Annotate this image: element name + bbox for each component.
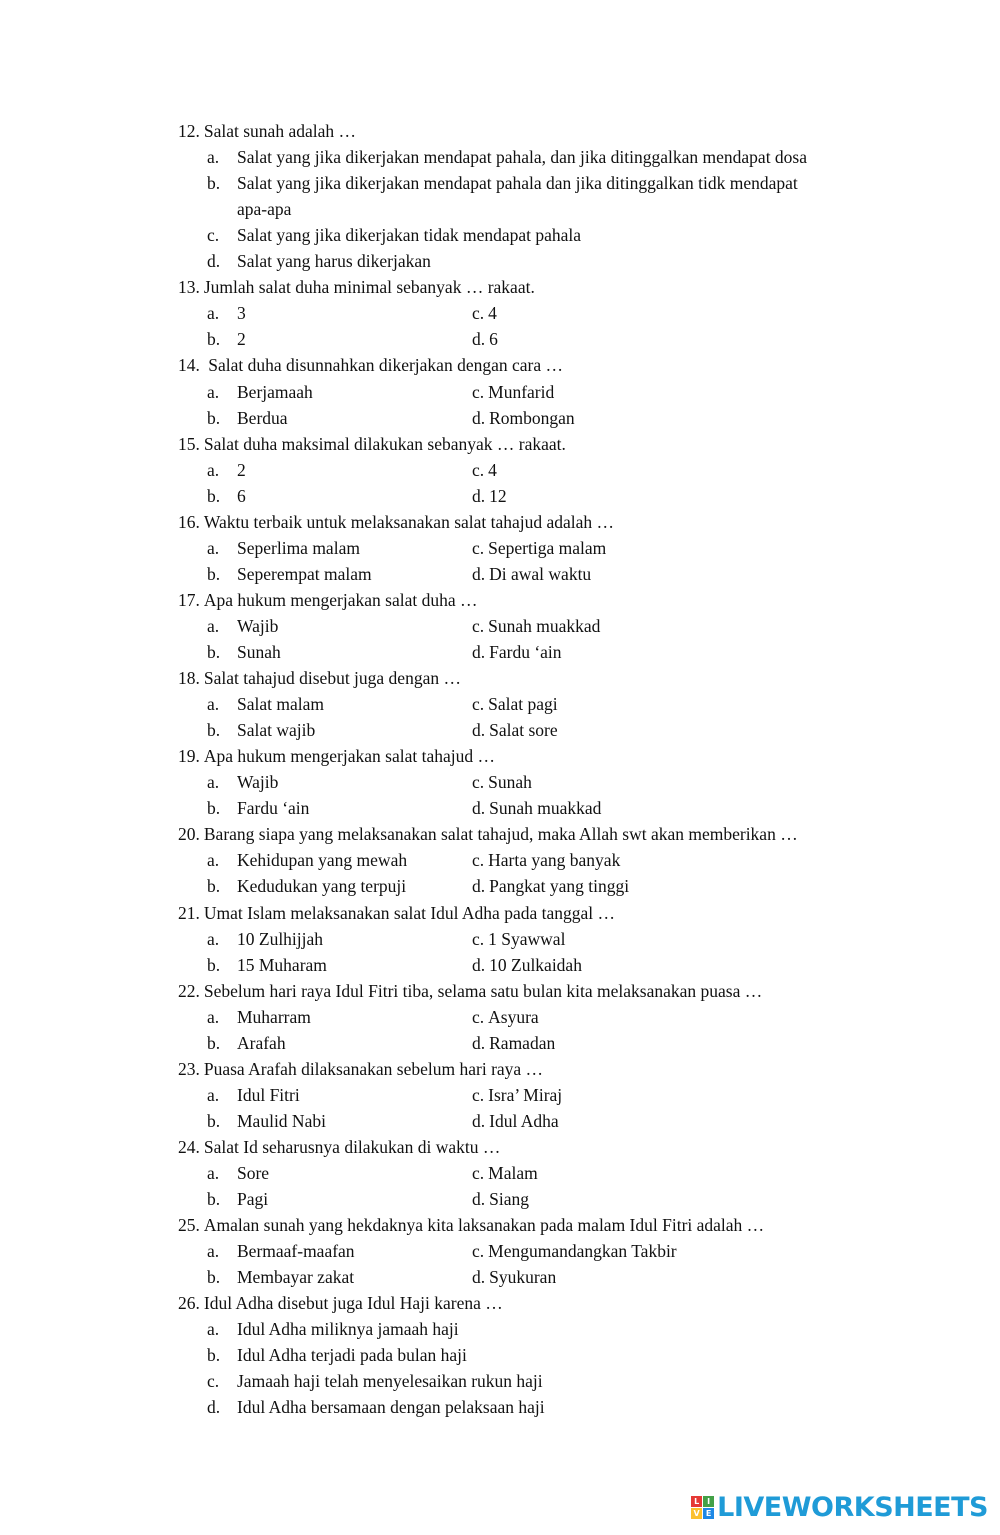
option-letter: d. [472,955,486,975]
option-text: 6 [489,329,498,349]
option-letter: c. [472,616,485,636]
question-text: Salat sunah adalah … [203,121,356,141]
question-text: Salat tahajud disebut juga dengan … [203,668,461,688]
option-text: Sore [237,1163,270,1183]
option-d [472,1030,555,1056]
option-text: Seperempat malam [237,564,372,584]
option-letter: a. [207,929,220,949]
option-a [207,1316,459,1342]
option-text: Fardu ‘ain [489,642,562,662]
option-letter: d. [472,1189,486,1209]
option-text: Arafah [237,1033,286,1053]
option-text: Pangkat yang tinggi [489,876,630,896]
option-letter: c. [472,694,485,714]
option-letter: b. [207,1267,221,1287]
option-letter: c. [472,850,485,870]
question-number: 25. [178,1215,200,1235]
option-c [472,769,532,795]
option-letter: b. [207,564,221,584]
option-letter: d. [472,1111,486,1131]
option-letter: b. [207,876,221,896]
option-letter: a. [207,1007,220,1027]
option-c [472,1004,539,1030]
question-text: Umat Islam melaksanakan salat Idul Adha pada tanggal … [203,903,615,923]
option-letter: a. [207,538,220,558]
option-letter: a. [207,303,220,323]
option-b [207,1186,268,1212]
option-text: Membayar zakat [237,1267,355,1287]
question-14 [178,352,563,378]
option-letter: a. [207,147,220,167]
option-letter: d. [472,720,486,740]
option-letter: a. [207,616,220,636]
question-26 [178,1290,503,1316]
option-text: Ramadan [489,1033,556,1053]
option-text: Bermaaf-maafan [237,1241,355,1261]
option-text: Di awal waktu [489,564,592,584]
liveworksheets-wordmark: LIVEWORKSHEETS [717,1491,988,1523]
question-24 [178,1134,500,1160]
option-a [207,1004,311,1030]
option-d [472,873,629,899]
option-letter: c. [472,382,485,402]
option-letter: c. [472,1163,485,1183]
question-number: 16. [178,512,200,532]
option-letter: c. [472,303,485,323]
question-number: 23. [178,1059,200,1079]
option-letter: d. [207,251,221,271]
option-d [472,1264,556,1290]
option-letter: b. [207,1345,221,1365]
logo-tile-l: L [691,1496,702,1507]
option-text: Idul Adha [489,1111,559,1131]
option-c [472,1160,538,1186]
question-number: 12. [178,121,200,141]
option-letter: d. [472,408,486,428]
question-number: 18. [178,668,200,688]
option-letter: c. [472,538,485,558]
option-letter: a. [207,772,220,792]
option-text: Idul Adha bersamaan dengan pelaksaan haji [237,1397,545,1417]
option-b [207,717,315,743]
option-letter: c. [472,460,485,480]
option-text: Pagi [237,1189,269,1209]
option-b [207,1342,467,1368]
question-text: Sebelum hari raya Idul Fitri tiba, selama satu bulan kita melaksanakan puasa … [203,981,763,1001]
question-13 [178,274,535,300]
option-text: 10 Zulhijjah [237,929,324,949]
option-text: Berjamaah [237,382,313,402]
option-b [207,561,372,587]
option-c [472,613,600,639]
question-text: Jumlah salat duha minimal sebanyak … rakaat. [203,277,535,297]
option-a [207,926,323,952]
question-text: Salat duha disunnahkan dikerjakan dengan cara … [203,355,563,375]
question-text: Amalan sunah yang hekdaknya kita laksanakan pada malam Idul Fitri adalah … [203,1215,765,1235]
option-b [207,170,798,196]
question-18 [178,665,461,691]
option-text: 4 [488,460,497,480]
option-text: Salat yang jika dikerjakan tidak mendapat pahala [237,225,582,245]
option-a [207,379,313,405]
option-text: Salat wajib [237,720,316,740]
question-number: 19. [178,746,200,766]
option-c [472,926,565,952]
question-number: 22. [178,981,200,1001]
question-text: Idul Adha disebut juga Idul Haji karena … [203,1293,503,1313]
logo-tile-i: I [703,1496,714,1507]
question-number: 21. [178,903,200,923]
option-c [207,1368,543,1394]
option-letter: b. [207,642,221,662]
option-a [207,691,324,717]
option-d [472,483,507,509]
option-b [207,952,327,978]
option-a [207,1238,355,1264]
option-letter: d. [472,564,486,584]
option-letter: b. [207,329,221,349]
option-b [207,639,281,665]
question-22 [178,978,762,1004]
option-text: Muharram [237,1007,311,1027]
option-text: Syukuran [489,1267,557,1287]
option-text: Sunah [237,642,281,662]
option-c [207,222,581,248]
option-letter: c. [207,1371,220,1391]
option-b [207,795,309,821]
option-text: Isra’ Miraj [488,1085,563,1105]
option-text: Idul Fitri [237,1085,300,1105]
option-d [472,326,498,352]
option-letter: d. [472,329,486,349]
option-d [472,952,582,978]
option-letter: d. [472,1267,486,1287]
option-text: Kehidupan yang mewah [237,850,408,870]
option-c [472,300,497,326]
option-b [207,1264,354,1290]
option-a [207,613,278,639]
question-number: 14. [178,355,200,375]
option-b [207,405,288,431]
option-d [472,1186,529,1212]
option-text: Salat sore [489,720,558,740]
option-letter: b. [207,955,221,975]
option-letter: c. [472,772,485,792]
question-text: Waktu terbaik untuk melaksanakan salat tahajud adalah … [203,512,615,532]
option-a [207,1160,269,1186]
option-text: Siang [489,1189,529,1209]
option-text: Maulid Nabi [237,1111,326,1131]
question-text: Puasa Arafah dilaksanakan sebelum hari raya … [203,1059,544,1079]
option-text: 10 Zulkaidah [489,955,582,975]
question-number: 24. [178,1137,200,1157]
option-text: Mengumandangkan Takbir [488,1241,677,1261]
option-d [472,561,591,587]
option-d [207,1394,545,1420]
question-number: 17. [178,590,200,610]
option-a [207,300,246,326]
question-25 [178,1212,764,1238]
question-23 [178,1056,543,1082]
option-text: 2 [237,460,246,480]
option-d [472,1108,559,1134]
option-text: Salat yang harus dikerjakan [237,251,431,271]
option-text: Seperlima malam [237,538,360,558]
option-letter: b. [207,408,221,428]
question-text: Salat Id seharusnya dilakukan di waktu … [203,1137,501,1157]
option-letter: d. [472,1033,486,1053]
question-text: Salat duha maksimal dilakukan sebanyak … rakaat. [203,434,566,454]
option-letter: c. [207,225,220,245]
option-text: Fardu ‘ain [237,798,310,818]
option-b [207,483,246,509]
option-text: Wajib [237,616,279,636]
option-text: Sunah [488,772,532,792]
option-a [207,847,407,873]
option-text: 6 [237,486,246,506]
option-letter: b. [207,720,221,740]
option-text: 4 [488,303,497,323]
question-number: 20. [178,824,200,844]
liveworksheets-logo-icon [691,1496,714,1519]
option-c [472,1238,677,1264]
option-text: Wajib [237,772,279,792]
option-c [472,1082,562,1108]
option-d [472,405,575,431]
option-text: Salat yang jika dikerjakan mendapat pahala dan jika ditinggalkan tidk mendapat [237,173,798,193]
liveworksheets-logo [691,1487,988,1527]
option-d [472,717,558,743]
option-text: Asyura [488,1007,539,1027]
option-letter: c. [472,1241,485,1261]
question-17 [178,587,477,613]
question-text: Barang siapa yang melaksanakan salat tahajud, maka Allah swt akan memberikan … [203,824,798,844]
option-letter: a. [207,460,220,480]
option-a [207,144,807,170]
option-text: 1 Syawwal [488,929,566,949]
option-text: Munfarid [488,382,555,402]
option-text: Idul Adha miliknya jamaah haji [237,1319,459,1339]
question-12 [178,118,356,144]
option-text: Salat malam [237,694,324,714]
option-letter: d. [472,798,486,818]
option-c [472,691,558,717]
option-letter: b. [207,1189,221,1209]
option-letter: a. [207,694,220,714]
option-d [472,795,601,821]
option-text: Salat pagi [488,694,558,714]
option-text: Idul Adha terjadi pada bulan haji [237,1345,467,1365]
option-text: Harta yang banyak [488,850,621,870]
option-letter: a. [207,1085,220,1105]
option-text: 12 [489,486,507,506]
option-text: Berdua [237,408,288,428]
option-text: Sunah muakkad [488,616,601,636]
option-a [207,769,278,795]
option-b [207,873,406,899]
logo-tile-e: E [703,1508,714,1519]
option-text: Sunah muakkad [489,798,602,818]
option-a [207,457,246,483]
question-text: Apa hukum mengerjakan salat duha … [203,590,478,610]
option-text: 2 [237,329,246,349]
option-letter: a. [207,1163,220,1183]
question-15 [178,431,566,457]
option-text: Jamaah haji telah menyelesaikan rukun haji [237,1371,543,1391]
question-number: 26. [178,1293,200,1313]
option-b [207,1108,326,1134]
option-letter: c. [472,929,485,949]
option-letter: b. [207,1033,221,1053]
option-letter: a. [207,382,220,402]
option-text: 15 Muharam [237,955,327,975]
logo-tile-v: V [691,1508,702,1519]
question-number: 15. [178,434,200,454]
question-number: 13. [178,277,200,297]
question-20 [178,821,798,847]
option-letter: a. [207,1241,220,1261]
option-letter: d. [472,486,486,506]
option-letter: c. [472,1085,485,1105]
option-c [472,457,497,483]
option-letter: d. [472,876,486,896]
question-text: Apa hukum mengerjakan salat tahajud … [203,746,495,766]
option-letter: a. [207,850,220,870]
option-text: 3 [237,303,246,323]
option-d [207,248,431,274]
option-letter: b. [207,798,221,818]
option-text: Salat yang jika dikerjakan mendapat pahala, dan jika ditinggalkan mendapat dosa [237,147,808,167]
option-text: Rombongan [489,408,575,428]
option-letter: c. [472,1007,485,1027]
option-text: Sepertiga malam [488,538,607,558]
option-c [472,535,606,561]
option-b [207,326,246,352]
option-a [207,1082,300,1108]
question-21 [178,900,615,926]
option-text: Kedudukan yang terpuji [237,876,407,896]
option-text: Malam [488,1163,538,1183]
option-letter: b. [207,486,221,506]
question-16 [178,509,614,535]
option-letter: b. [207,173,221,193]
option-c [472,379,554,405]
option-b [207,1030,286,1056]
option-text-continued: apa-apa [237,199,292,219]
option-letter: a. [207,1319,220,1339]
option-c [472,847,620,873]
option-letter: b. [207,1111,221,1131]
question-19 [178,743,495,769]
option-a [207,535,360,561]
option-d [472,639,562,665]
option-letter: d. [207,1397,221,1417]
option-letter: d. [472,642,486,662]
